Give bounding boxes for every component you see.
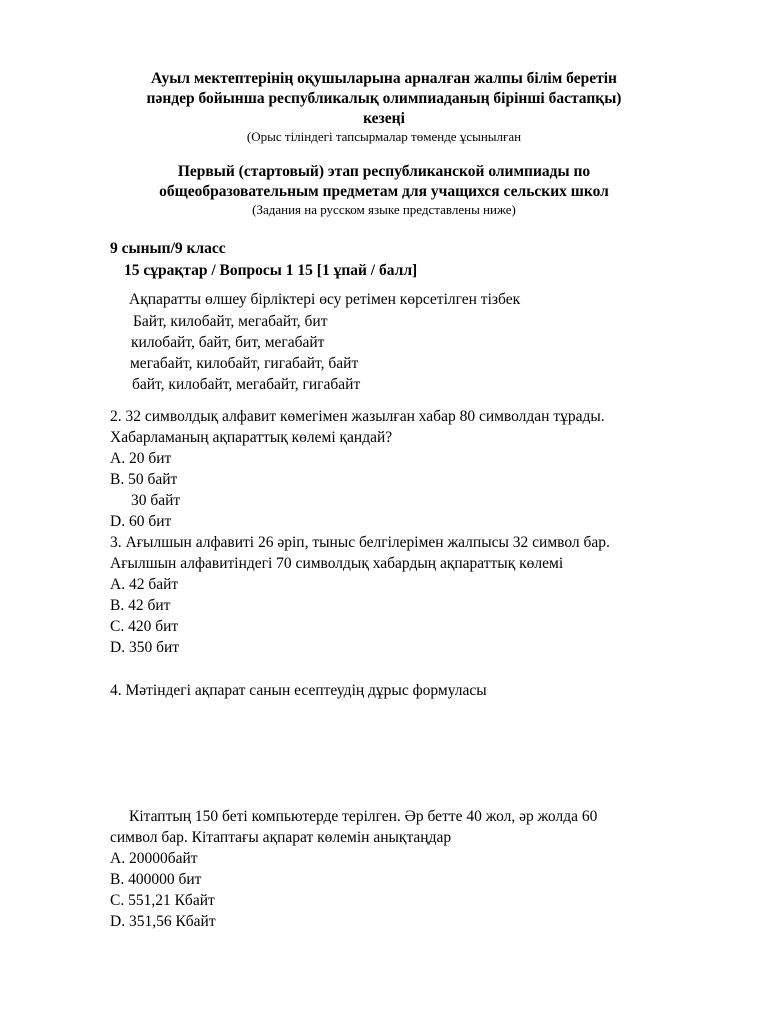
q2-option: A. 20 бит — [110, 450, 172, 467]
q2-option: B. 50 байт — [110, 471, 178, 488]
q5-option: B. 400000 бит — [110, 871, 202, 888]
q3-option: A. 42 байт — [110, 576, 179, 593]
q3-option: D. 350 бит — [110, 639, 180, 656]
q5-text-line2: символ бар. Кітаптағы ақпарат көлемін анықтаңдар — [110, 829, 452, 846]
q3-option: C. 420 бит — [110, 618, 179, 635]
q1-option: мегабайт, килобайт, гигабайт, байт — [130, 355, 359, 372]
q2-option: 30 байт — [131, 492, 181, 509]
q2-option: D. 60 бит — [110, 513, 172, 530]
q1-option: килобайт, байт, бит, мегабайт — [131, 334, 325, 351]
q2-text-line1: 2. 32 символдық алфавит көмегімен жазылған хабар 80 символдан тұрады. — [110, 408, 605, 425]
title-ru-line2: общеобразовательным предметам для учащихся сельских школ — [159, 183, 609, 200]
q5-text-line1: Кітаптың 150 беті компьютерде терілген. Әр бетте 40 жол, әр жолда 60 — [129, 808, 598, 825]
title-ru-line1: Первый (стартовый) этап республиканской олимпиады по — [177, 163, 591, 180]
q2-text-line2: Хабарламаның ақпараттық көлемі қандай? — [110, 429, 393, 446]
q1-option: байт, килобайт, мегабайт, гигабайт — [132, 376, 361, 393]
q1-option: Байт, килобайт, мегабайт, бит — [133, 313, 328, 330]
q5-option: D. 351,56 Кбайт — [110, 913, 216, 930]
q4-text: 4. Мәтіндегі ақпарат санын есептеудің дұрыс формуласы — [110, 682, 487, 699]
title-kz-line3: кезеңі — [363, 110, 405, 127]
grade-label: 9 сынып/9 класс — [110, 240, 226, 257]
q3-text-line1: 3. Ағылшын алфавиті 26 әріп, тыныс белгілерімен жалпысы 32 символ бар. — [110, 534, 610, 551]
q3-option: B. 42 бит — [110, 597, 171, 614]
title-ru-note: (Задания на русском языке представлены ниже) — [252, 202, 516, 217]
title-kz-line2: пәндер бойынша республикалық олимпиаданың бірінші бастапқы) — [146, 90, 622, 107]
q3-text-line2: Ағылшын алфавитіндегі 70 символдық хабардың ақпараттық көлемі — [110, 555, 564, 572]
q5-option: A. 20000байт — [110, 850, 198, 867]
q5-option: C. 551,21 Кбайт — [110, 892, 215, 909]
title-kz-line1: Ауыл мектептерінің оқушыларына арналған жалпы білім беретін — [151, 70, 617, 87]
title-kz-note: (Орыс тіліндегі тапсырмалар төменде ұсынылған — [246, 129, 522, 144]
section-label: 15 сұрақтар / Вопросы 1 15 [1 ұпай / балл] — [124, 262, 418, 279]
q1-text: Ақпаратты өлшеу бірліктері өсу ретімен көрсетілген тізбек — [129, 291, 521, 308]
